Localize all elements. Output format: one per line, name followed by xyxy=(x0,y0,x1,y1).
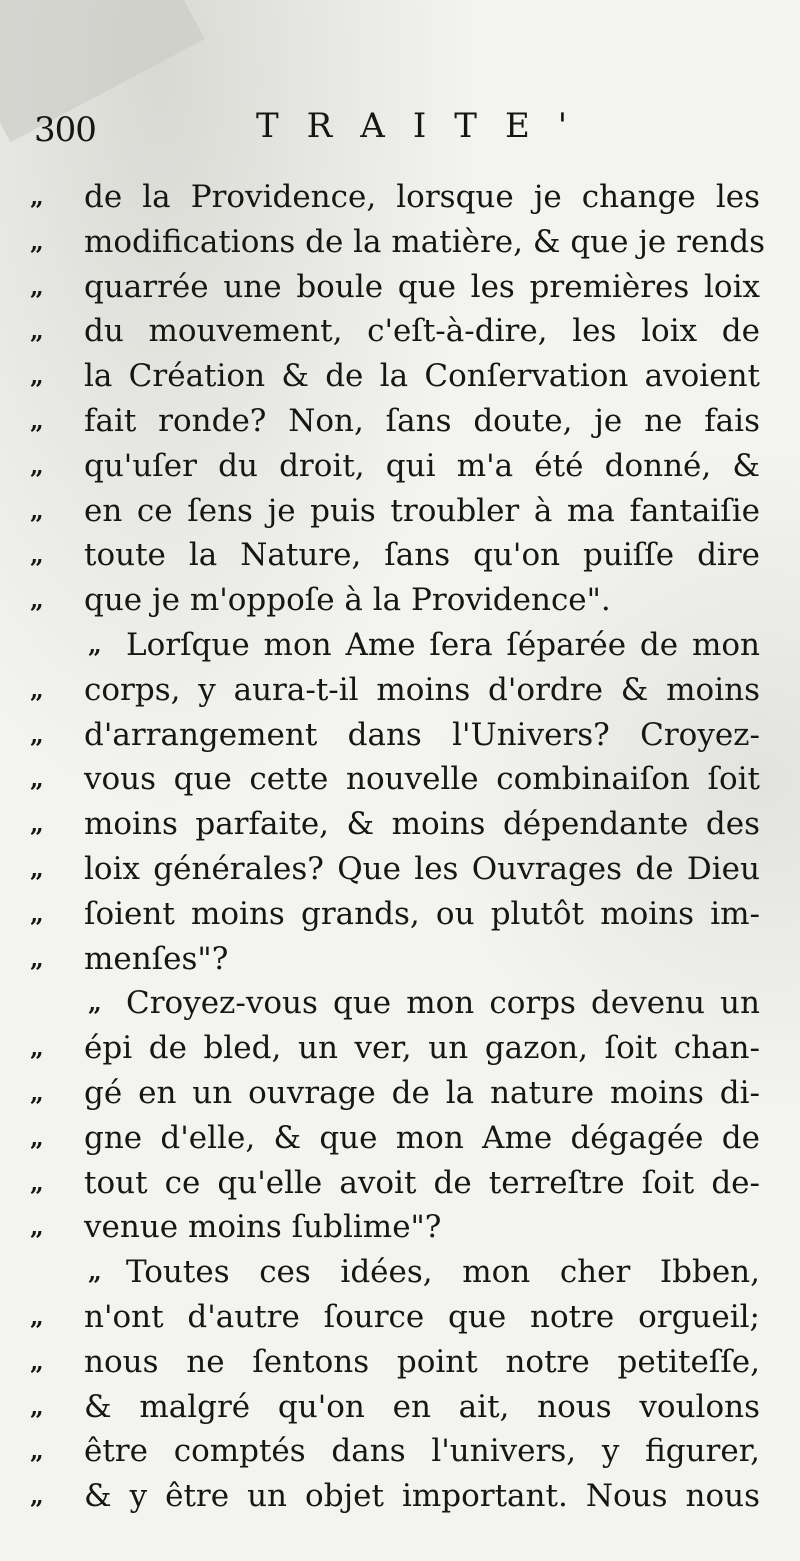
text-line xyxy=(30,847,762,892)
line-text: menſes"? xyxy=(84,940,229,977)
text-line xyxy=(30,1474,762,1519)
quotation-mark: „ xyxy=(30,361,44,391)
line-text: de la Providence, lorsque je change les xyxy=(84,179,760,215)
line-text: épi de bled, un ver, un gazon, ſoit chan- xyxy=(84,1030,760,1067)
line-text: gé en un ouvrage de la nature moins di- xyxy=(84,1074,760,1111)
line-text: Croyez-vous que mon corps devenu un xyxy=(126,985,760,1022)
quotation-mark: „ xyxy=(30,271,44,301)
quotation-mark: „ xyxy=(30,1122,44,1152)
line-text: d'arrangement dans l'Univers? Croyez- xyxy=(84,716,760,753)
line-text: du mouvement, c'eſt-à-dire, les loix de xyxy=(84,313,760,350)
text-line xyxy=(30,802,762,847)
text-line xyxy=(30,220,766,265)
quotation-mark: „ xyxy=(88,629,102,659)
line-text: en ce ſens je puis troubler à ma fantaiſie xyxy=(84,492,760,529)
line-text: que je m'oppoſe à la Providence". xyxy=(84,582,611,619)
text-line xyxy=(30,1295,762,1340)
text-line xyxy=(30,265,762,310)
quotation-mark: „ xyxy=(30,764,44,794)
line-text: quarrée une boule que les premières loix xyxy=(84,268,760,305)
quotation-mark: „ xyxy=(30,1077,44,1107)
quotation-mark: „ xyxy=(88,988,102,1018)
text-line xyxy=(30,354,762,399)
line-text: loix générales? Que les Ouvrages de Dieu xyxy=(84,850,760,887)
text-line xyxy=(30,892,762,937)
text-line xyxy=(30,489,762,534)
text-line xyxy=(30,1026,762,1071)
page-number: 300 xyxy=(34,110,96,150)
text-line xyxy=(30,1340,762,1385)
quotation-mark: „ xyxy=(30,540,44,570)
quotation-mark: „ xyxy=(30,405,44,435)
quotation-mark: „ xyxy=(30,495,44,525)
text-line xyxy=(30,1385,762,1430)
line-text: fait ronde? Non, ſans doute, je ne fais xyxy=(84,402,760,439)
line-text: nous ne ſentons point notre petiteſſe, xyxy=(84,1343,760,1380)
quotation-mark: „ xyxy=(30,809,44,839)
text-line xyxy=(30,175,762,220)
line-text: Toutes ces idées, mon cher Ibben, xyxy=(126,1254,760,1291)
quotation-mark: „ xyxy=(30,316,44,346)
text-line xyxy=(30,309,762,354)
text-line xyxy=(30,578,762,623)
text-line xyxy=(30,1116,762,1161)
text-line xyxy=(30,1071,762,1116)
line-text: la Création & de la Conſervation avoient xyxy=(84,358,760,395)
line-text: venue moins ſublime"? xyxy=(84,1209,442,1246)
quotation-mark: „ xyxy=(30,1346,44,1376)
quotation-mark: „ xyxy=(30,1033,44,1063)
text-line xyxy=(30,1205,762,1250)
line-text: toute la Nature, ſans qu'on puiſſe dire xyxy=(84,537,760,574)
line-text: gne d'elle, & que mon Ame dégagée de xyxy=(84,1119,760,1156)
quotation-mark: „ xyxy=(30,450,44,480)
text-line xyxy=(30,1161,762,1206)
quotation-mark: „ xyxy=(30,853,44,883)
line-text: corps, y aura-t-il moins d'ordre & moins xyxy=(84,671,760,708)
line-text: n'ont d'autre ſource que notre orgueil; xyxy=(84,1298,760,1335)
quotation-mark: „ xyxy=(30,1481,44,1511)
text-line xyxy=(30,713,762,758)
line-text: & malgré qu'on en ait, nous voulons xyxy=(84,1388,760,1425)
text-line xyxy=(30,399,762,444)
text-line xyxy=(30,1429,762,1474)
line-text: ſoient moins grands, ou plutôt moins im- xyxy=(84,895,760,932)
quotation-mark: „ xyxy=(30,1167,44,1197)
page-header xyxy=(34,104,774,154)
text-line xyxy=(30,981,762,1026)
quotation-mark: „ xyxy=(30,898,44,928)
line-text: Lorſque mon Ame ſera ſéparée de mon xyxy=(126,626,760,663)
quotation-mark: „ xyxy=(30,1212,44,1242)
body-text xyxy=(30,175,766,1519)
running-title: TRAITE' xyxy=(256,106,596,146)
line-text: modifications de la matière, & que je rends xyxy=(84,223,766,260)
line-text: être comptés dans l'univers, y figurer, xyxy=(84,1433,760,1470)
quotation-mark: „ xyxy=(30,674,44,704)
text-line xyxy=(30,668,762,713)
text-line xyxy=(30,937,762,982)
text-line xyxy=(30,533,762,578)
quotation-mark: „ xyxy=(30,1301,44,1331)
line-text: vous que cette nouvelle combinaiſon ſoit xyxy=(84,761,760,798)
line-text: tout ce qu'elle avoit de terreſtre ſoit de- xyxy=(84,1164,760,1201)
quotation-mark: „ xyxy=(88,1257,102,1287)
line-text: moins parfaite, & moins dépendante des xyxy=(84,806,760,843)
quotation-mark: „ xyxy=(30,719,44,749)
text-line xyxy=(30,623,762,668)
text-line xyxy=(30,757,762,802)
quotation-mark: „ xyxy=(30,1436,44,1466)
quotation-mark: „ xyxy=(30,182,44,211)
quotation-mark: „ xyxy=(30,226,44,256)
quotation-mark: „ xyxy=(30,943,44,973)
quotation-mark: „ xyxy=(30,585,44,615)
line-text: & y être un objet important. Nous nous xyxy=(84,1478,760,1515)
text-line xyxy=(30,444,762,489)
quotation-mark: „ xyxy=(30,1391,44,1421)
line-text: qu'uſer du droit, qui m'a été donné, & xyxy=(84,447,760,484)
text-line xyxy=(30,1250,762,1295)
